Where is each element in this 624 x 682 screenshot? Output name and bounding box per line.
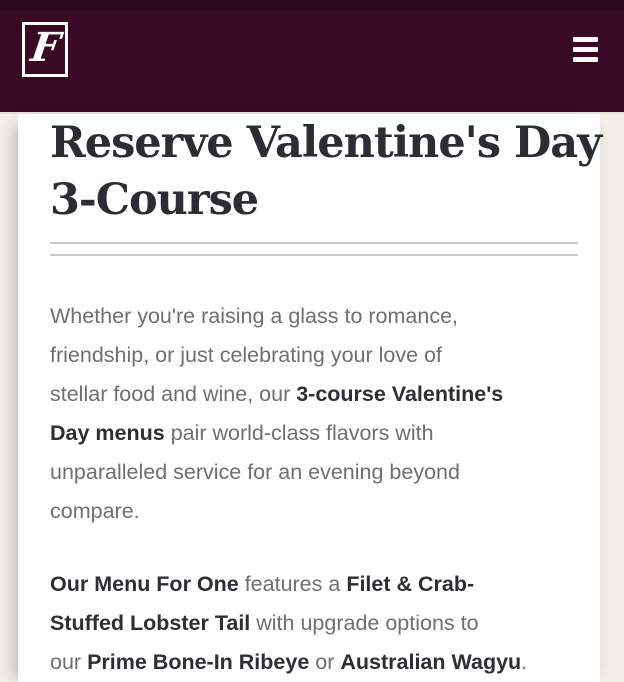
- header-top-shade: [0, 0, 624, 11]
- content-card: [18, 114, 600, 682]
- app-header: [0, 0, 624, 114]
- hamburger-icon: [573, 57, 598, 62]
- intro-paragraph: Whether you're raising a glass to romance, friendship, or just celebrating your love of stellar food and wine, our 3-course Valentine's Day menus pair world-class flavors with unparalleled service for an evening beyond compare.: [50, 304, 504, 523]
- logo-f-icon: F: [27, 23, 63, 71]
- divider-line: [50, 254, 578, 256]
- divider-line: [50, 242, 578, 244]
- menu-button[interactable]: [573, 37, 598, 62]
- flemings-logo[interactable]: [22, 22, 68, 77]
- page-title: Reserve Valentine's Day 3-Course: [50, 118, 602, 225]
- hamburger-icon: [573, 37, 598, 42]
- hamburger-icon: [573, 47, 598, 52]
- menu-description-paragraph: Our Menu For One features a Filet & Crab- Stuffed Lobster Tail with upgrade options to our Prime Bone-In Ribeye or Australian Wagyu.: [50, 572, 528, 674]
